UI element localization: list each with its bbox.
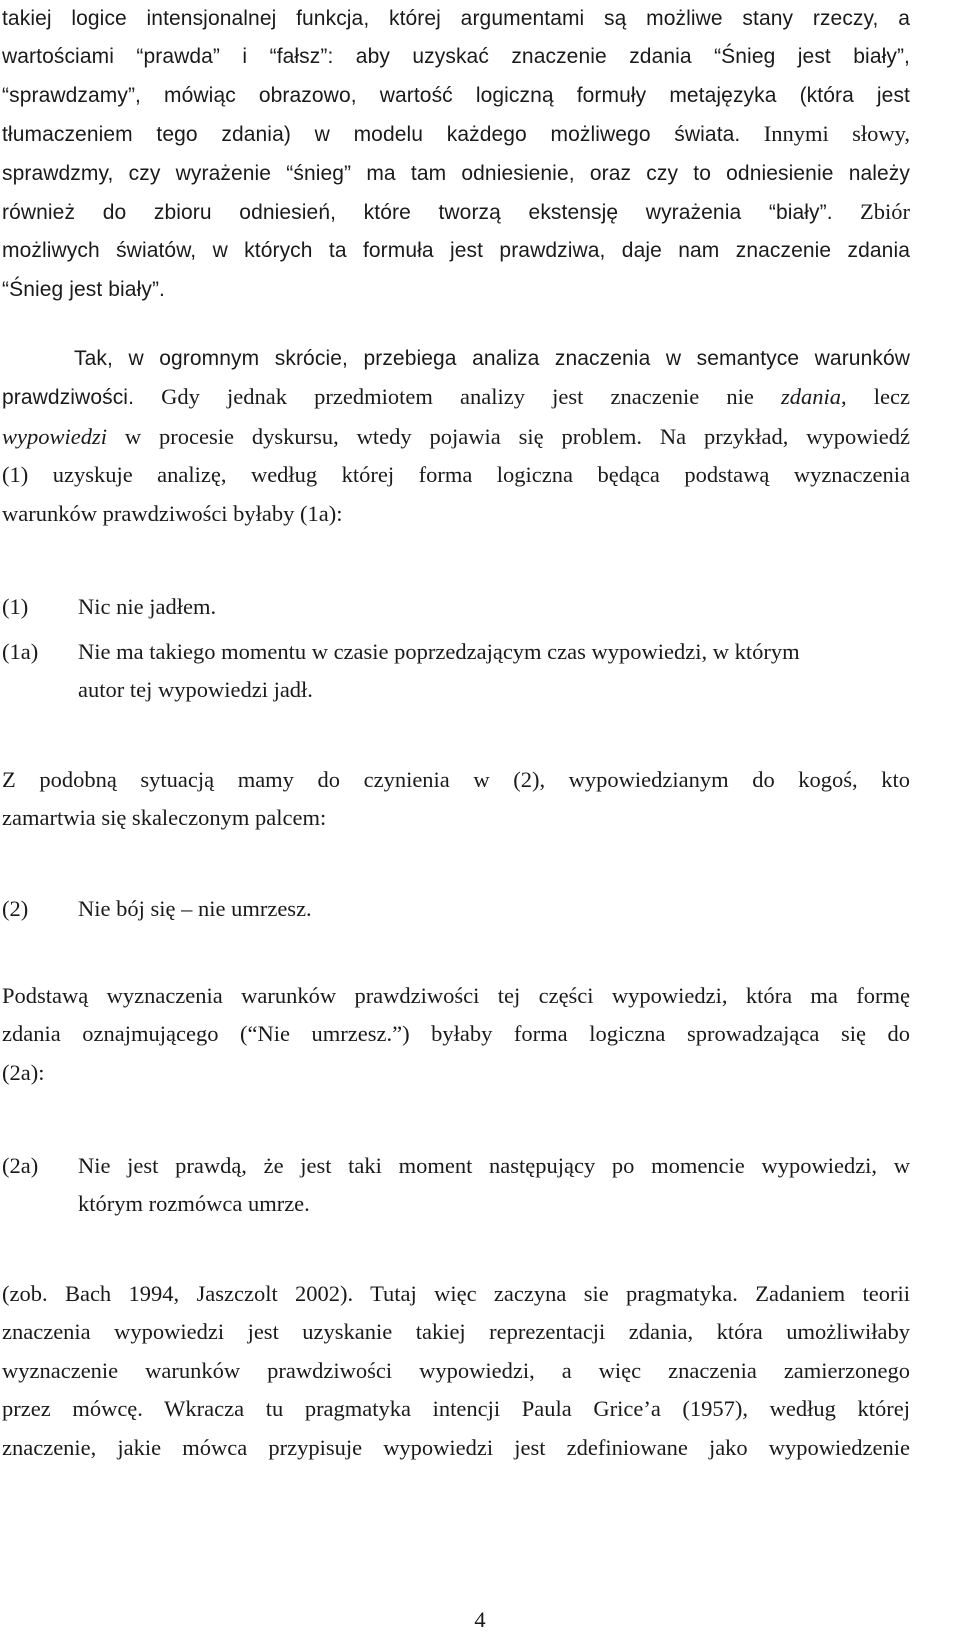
text-line: sprawdzmy, czy wyrażenie “śnieg” ma tam odniesienie, oraz czy to odniesienie należy: [2, 161, 910, 185]
text-line: przez mówcę. Wkracza tu pragmatyka intencji Paula Grice’a (1957), według której: [2, 1396, 910, 1422]
text-line: zdania oznajmującego (“Nie umrzesz.”) byłaby forma logiczna sprowadzająca się do: [2, 1021, 910, 1047]
text-span: w procesie dyskursu, wtedy pojawia się problem.: [107, 423, 643, 449]
page-number: 4: [474, 1607, 486, 1632]
text-line: możliwych światów, w których ta formuła jest prawdziwa, daje nam znaczenie zdania: [2, 239, 910, 263]
paragraph-3: [2, 761, 910, 838]
text-line: [2, 418, 910, 456]
example-text: którym rozmówca umrze.: [78, 1191, 310, 1217]
text-line: warunków prawdziwości byłaby (1a):: [2, 500, 343, 526]
text-line: Tak, w ogromnym skrócie, przebiega analiza znaczenia w semantyce warunków: [74, 347, 910, 370]
example-1a: [2, 633, 910, 710]
text-line: zamartwia się skaleczonym palcem:: [2, 805, 327, 831]
text-line: (zob. Bach 1994, Jaszczolt 2002). Tutaj więc zaczyna sie pragmatyka. Zadaniem teorii: [2, 1281, 910, 1306]
text-span: Innymi słowy,: [740, 121, 910, 147]
example-text: autor tej wypowiedzi jadł.: [78, 677, 313, 703]
italic-span: wypowiedzi: [2, 423, 107, 449]
text-line: znaczenie, jakie mówca przypisuje wypowiedzi jest zdefiniowane jako wypowiedzenie: [2, 1434, 910, 1460]
text-span: Zbiór: [832, 199, 910, 225]
text-span: prawdziwości.: [2, 386, 135, 410]
text-line: “sprawdzamy”, mówiąc obrazowo, wartość logiczną formuły metajęzyka (która jest: [2, 83, 910, 107]
text-line: takiej logice intensjonalnej funkcja, której argumentami są możliwe stany rzeczy, a: [2, 7, 910, 30]
example-number: (2a): [2, 1153, 39, 1178]
text-line: wyznaczenie warunków prawdziwości wypowiedzi, a więc znaczenia zamierzonego: [2, 1357, 910, 1383]
text-line: “Śnieg jest biały”.: [2, 277, 165, 301]
text-line: [2, 193, 910, 232]
text-span: Gdy jednak przedmiotem analizy jest znaczenie nie: [134, 384, 781, 410]
paragraph-4: [2, 977, 910, 1092]
example-number: (1a): [2, 639, 39, 664]
text-line: Podstawą wyznaczenia warunków prawdziwości tej części wypowiedzi, która ma formę: [2, 983, 910, 1008]
text-line: [2, 115, 910, 154]
text-line: Z podobną sytuacją mamy do czynienia w (2), wypowiedzianym do kogoś, kto: [2, 767, 910, 792]
text-span: również do zbioru odniesień, które tworzą ekstensję wyrażenia “biały”.: [2, 201, 833, 225]
example-text: Nie jest prawdą, że jest taki moment następujący po momencie wypowiedzi, w: [78, 1153, 910, 1178]
paragraph-2: [2, 340, 910, 533]
text-span: tłumaczeniem tego zdania) w modelu każdego możliwego świata.: [2, 123, 741, 147]
text-line: wartościami “prawda” i “fałsz”: aby uzyskać znaczenie zdania “Śnieg jest biały”,: [2, 45, 910, 69]
text-line: [2, 378, 910, 417]
text-line: znaczenia wypowiedzi jest uzyskanie takiej reprezentacji zdania, która umożliwiłaby: [2, 1319, 910, 1345]
text-span: Na przykład, wypowiedź: [642, 423, 910, 449]
paragraph-5: [2, 1275, 910, 1467]
example-number: (2): [2, 896, 29, 921]
text-line: (2a):: [2, 1059, 45, 1085]
example-text: Nie bój się – nie umrzesz.: [78, 896, 312, 921]
example-2a: [2, 1147, 910, 1224]
italic-span: zdania: [781, 384, 842, 410]
text-span: , lecz: [841, 384, 910, 410]
example-text: Nic nie jadłem.: [78, 594, 217, 619]
text-line: (1) uzyskuje analizę, według której forma logiczna będąca podstawą wyznaczenia: [2, 462, 910, 488]
paragraph-1: [2, 0, 910, 309]
example-2: [2, 890, 910, 928]
example-text: Nie ma takiego momentu w czasie poprzedzającym czas wypowiedzi, w którym: [78, 639, 800, 664]
example-1: [2, 588, 910, 626]
example-number: (1): [2, 594, 29, 619]
